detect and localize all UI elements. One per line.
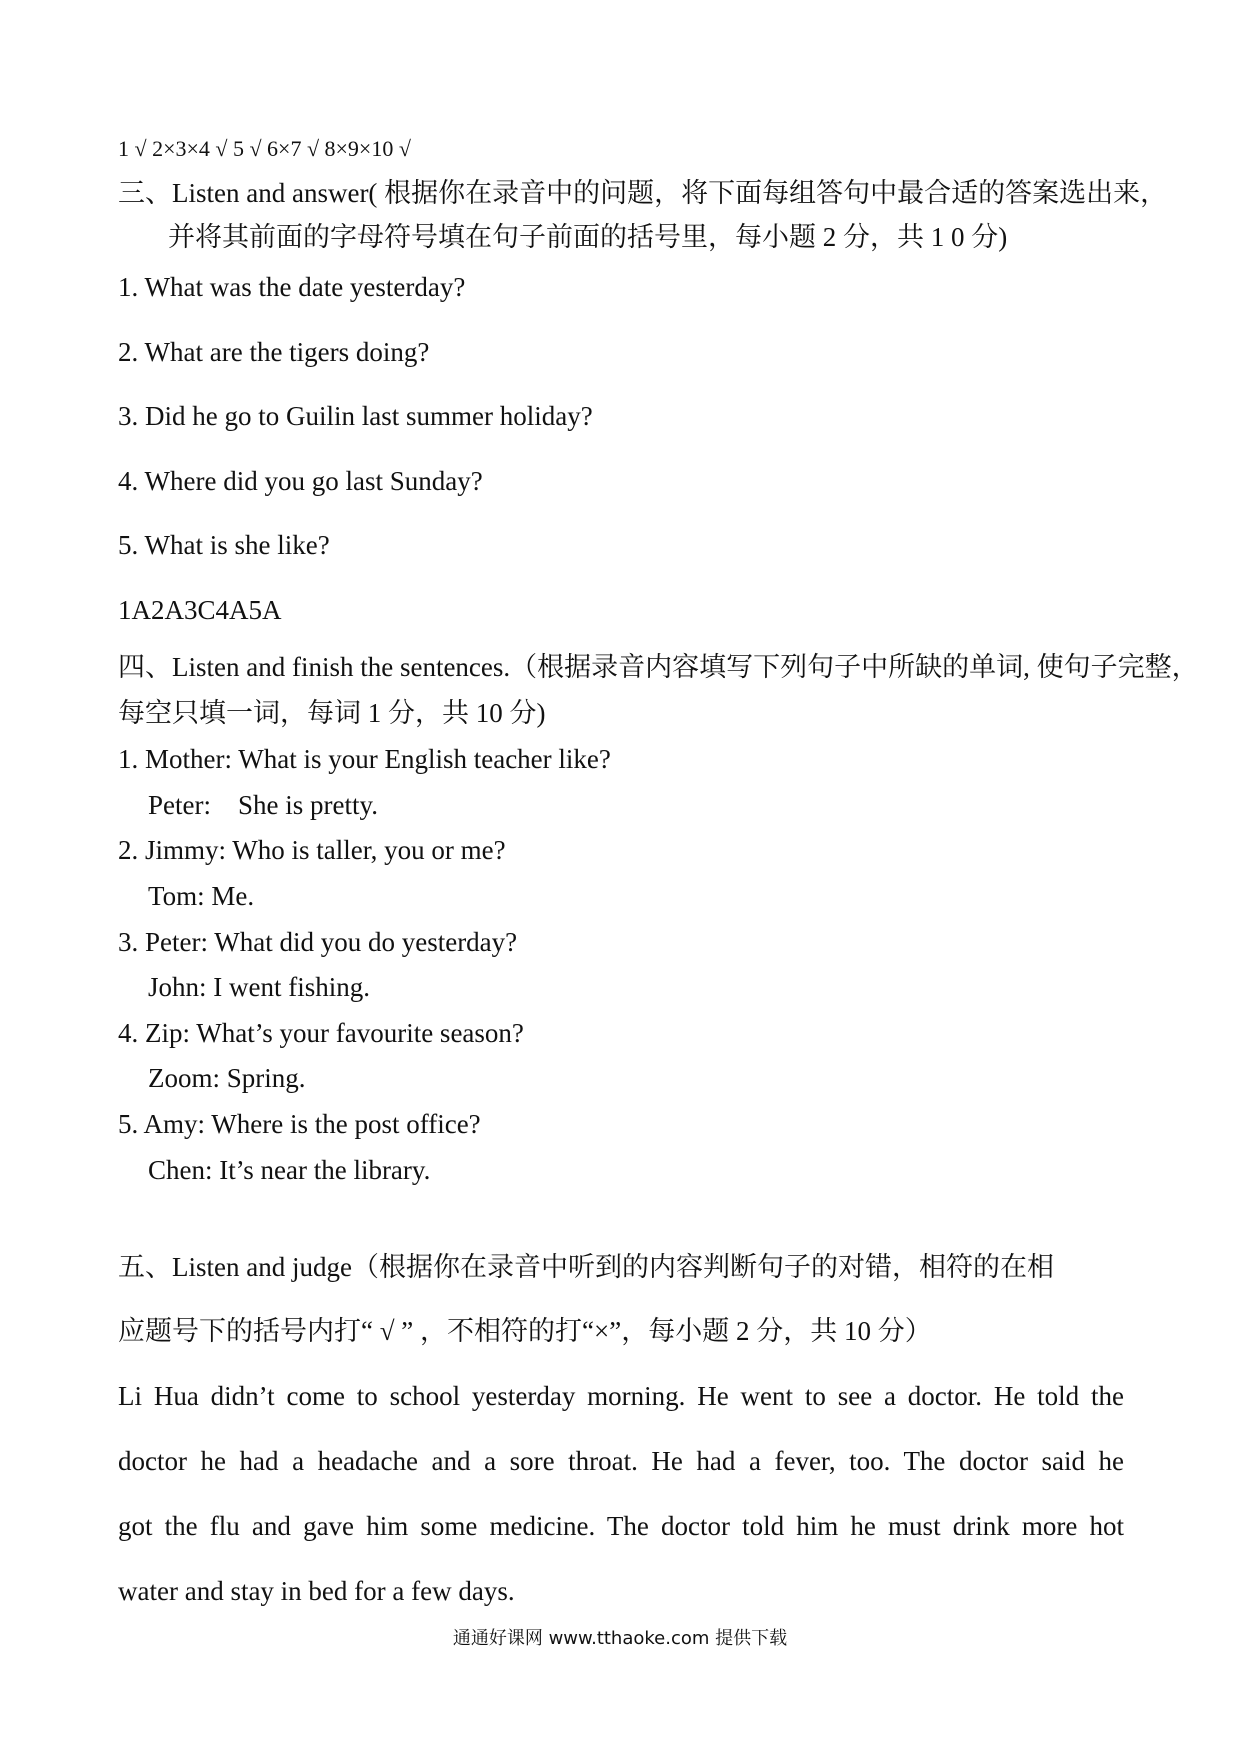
section3-answer-key: 1A2A3C4A5A — [118, 595, 282, 625]
section5-heading-line1: 五、Listen and judge（根据你在录音中听到的内容判断句子的对错，相符的在相 — [118, 1252, 1054, 1282]
footer-watermark: 通通好课网 www.tthaoke.com 提供下载 — [452, 1628, 788, 1649]
section3-question-4: 4. Where did you go last Sunday? — [118, 466, 483, 496]
section3-question-5: 5. What is she like? — [118, 530, 330, 560]
dialogue-line: Tom: Me. — [148, 881, 255, 911]
passage-line: got the flu and gave him some medicine. The doctor told him he must drink more hot — [118, 1511, 1124, 1541]
dialogue-line: 4. Zip: What’s your favourite season? — [118, 1018, 524, 1048]
passage-line: doctor he had a headache and a sore throat. He had a fever, too. The doctor said he — [118, 1446, 1124, 1476]
section4-heading-line1: 四、Listen and finish the sentences.（根据录音内容填写下列句子中所缺的单词, 使句子完整， — [118, 652, 1199, 682]
section3-question-2: 2. What are the tigers doing? — [118, 337, 430, 367]
section5-heading-line2: 应题号下的括号内打“ √ ” ，不相符的打“×”，每小题 2 分，共 10 分） — [118, 1316, 932, 1346]
section2-answer-key: 1 √ 2×3×4 √ 5 √ 6×7 √ 8×9×10 √ — [118, 136, 411, 161]
dialogue-line: 2. Jimmy: Who is taller, you or me? — [118, 835, 506, 865]
section3-question-1: 1. What was the date yesterday? — [118, 272, 466, 302]
section4-heading-line2: 每空只填一词，每词 1 分，共 10 分) — [118, 698, 546, 728]
passage-line: water and stay in bed for a few days. — [118, 1576, 515, 1606]
section3-heading-line1: 三、Listen and answer( 根据你在录音中的问题，将下面每组答句中最合适的答案选出来， — [118, 178, 1168, 208]
section3-question-3: 3. Did he go to Guilin last summer holiday? — [118, 401, 593, 431]
dialogue-line: Peter: She is pretty. — [148, 790, 378, 820]
passage-line: Li Hua didn’t come to school yesterday morning. He went to see a doctor. He told the — [118, 1381, 1124, 1411]
dialogue-line: Zoom: Spring. — [148, 1063, 306, 1093]
section3-heading-line2: 并将其前面的字母符号填在句子前面的括号里，每小题 2 分，共 1 0 分) — [168, 222, 1008, 252]
dialogue-line: John: I went fishing. — [148, 972, 370, 1002]
dialogue-line: 1. Mother: What is your English teacher like? — [118, 744, 611, 774]
dialogue-line: 3. Peter: What did you do yesterday? — [118, 927, 518, 957]
dialogue-line: Chen: It’s near the library. — [148, 1155, 431, 1185]
dialogue-line: 5. Amy: Where is the post office? — [118, 1109, 481, 1139]
